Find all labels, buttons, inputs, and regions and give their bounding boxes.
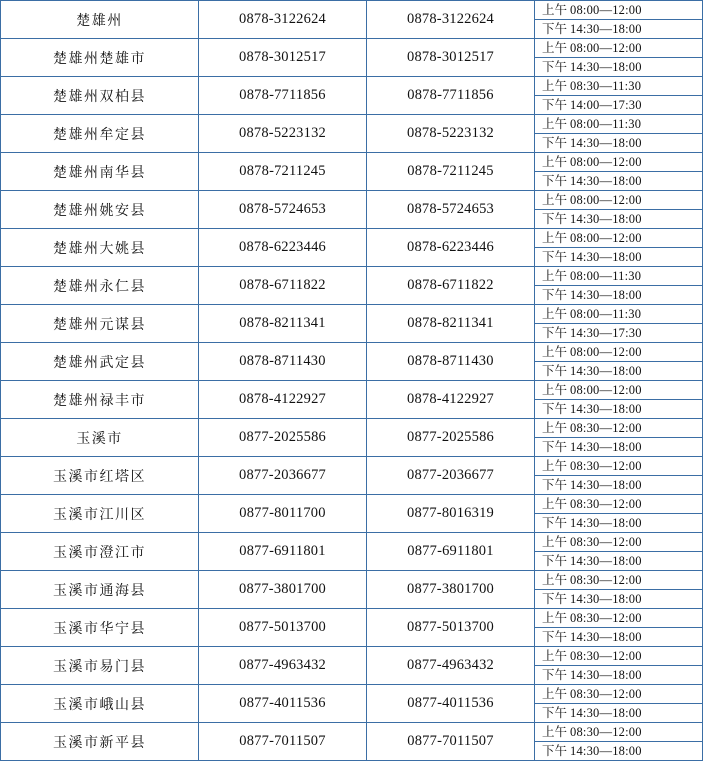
phone-primary-cell: 0877-8011700 (199, 495, 367, 533)
morning-label: 上午 (542, 458, 568, 473)
morning-hours-line (535, 305, 702, 324)
morning-label: 上午 (542, 306, 568, 321)
afternoon-time: 14:30—18:00 (570, 553, 642, 568)
morning-label: 上午 (542, 724, 568, 739)
office-hours-stack (535, 533, 702, 570)
office-hours-stack (535, 305, 702, 342)
afternoon-label: 下午 (542, 553, 568, 568)
afternoon-time: 14:30—18:00 (570, 363, 642, 378)
phone-secondary-cell: 0878-3122624 (367, 1, 535, 39)
region-cell: 玉溪市 (1, 419, 199, 457)
morning-label: 上午 (542, 154, 568, 169)
morning-hours-line (535, 723, 702, 742)
afternoon-time: 14:30—18:00 (570, 515, 642, 530)
afternoon-hours-line (535, 552, 702, 570)
morning-label: 上午 (542, 686, 568, 701)
phone-primary-cell: 0878-6711822 (199, 267, 367, 305)
afternoon-hours-line (535, 438, 702, 456)
phone-primary-cell: 0878-8711430 (199, 343, 367, 381)
phone-secondary-cell: 0877-5013700 (367, 609, 535, 647)
phone-primary-cell: 0878-4122927 (199, 381, 367, 419)
phone-secondary-cell: 0878-7211245 (367, 153, 535, 191)
phone-primary-cell: 0878-7711856 (199, 77, 367, 115)
morning-time: 08:30—12:00 (570, 420, 642, 435)
morning-label: 上午 (542, 344, 568, 359)
office-hours-cell (535, 495, 703, 533)
region-cell: 楚雄州 (1, 1, 199, 39)
office-hours-stack (535, 267, 702, 304)
morning-label: 上午 (542, 2, 568, 17)
afternoon-hours-line (535, 514, 702, 532)
office-hours-stack (535, 571, 702, 608)
morning-label: 上午 (542, 78, 568, 93)
afternoon-label: 下午 (542, 477, 568, 492)
afternoon-label: 下午 (542, 667, 568, 682)
morning-hours-line (535, 115, 702, 134)
table-row (1, 343, 703, 381)
afternoon-time: 14:30—18:00 (570, 211, 642, 226)
afternoon-label: 下午 (542, 211, 568, 226)
morning-hours-line (535, 229, 702, 248)
region-cell: 楚雄州禄丰市 (1, 381, 199, 419)
morning-time: 08:30—12:00 (570, 610, 642, 625)
phone-primary-cell: 0877-4963432 (199, 647, 367, 685)
morning-hours-line (535, 457, 702, 476)
phone-secondary-cell: 0878-7711856 (367, 77, 535, 115)
morning-hours-line (535, 495, 702, 514)
region-cell: 玉溪市易门县 (1, 647, 199, 685)
office-hours-stack (535, 191, 702, 228)
phone-primary-cell: 0877-6911801 (199, 533, 367, 571)
morning-label: 上午 (542, 572, 568, 587)
morning-label: 上午 (542, 40, 568, 55)
afternoon-hours-line (535, 628, 702, 646)
office-hours-stack (535, 1, 702, 38)
office-hours-cell (535, 115, 703, 153)
phone-primary-cell: 0877-3801700 (199, 571, 367, 609)
morning-hours-line (535, 571, 702, 590)
region-cell: 楚雄州楚雄市 (1, 39, 199, 77)
morning-time: 08:00—12:00 (570, 344, 642, 359)
table-row (1, 723, 703, 761)
afternoon-hours-line (535, 590, 702, 608)
office-hours-cell (535, 229, 703, 267)
afternoon-time: 14:30—18:00 (570, 59, 642, 74)
office-hours-cell (535, 77, 703, 115)
morning-hours-line (535, 343, 702, 362)
table-row (1, 419, 703, 457)
afternoon-time: 14:30—18:00 (570, 591, 642, 606)
phone-primary-cell: 0877-5013700 (199, 609, 367, 647)
morning-time: 08:00—12:00 (570, 154, 642, 169)
table-row (1, 571, 703, 609)
phone-primary-cell: 0878-5724653 (199, 191, 367, 229)
table-row (1, 77, 703, 115)
afternoon-label: 下午 (542, 59, 568, 74)
morning-hours-line (535, 191, 702, 210)
office-hours-cell (535, 381, 703, 419)
office-hours-cell (535, 647, 703, 685)
morning-hours-line (535, 77, 702, 96)
phone-primary-cell: 0878-5223132 (199, 115, 367, 153)
region-cell: 楚雄州永仁县 (1, 267, 199, 305)
office-hours-stack (535, 77, 702, 114)
table-row (1, 1, 703, 39)
region-cell: 楚雄州双柏县 (1, 77, 199, 115)
table-row (1, 685, 703, 723)
morning-hours-line (535, 39, 702, 58)
afternoon-hours-line (535, 172, 702, 190)
morning-time: 08:00—11:30 (570, 116, 642, 131)
afternoon-time: 14:30—17:30 (570, 325, 642, 340)
region-cell: 玉溪市通海县 (1, 571, 199, 609)
afternoon-hours-line (535, 286, 702, 304)
afternoon-hours-line (535, 324, 702, 342)
morning-time: 08:00—11:30 (570, 268, 642, 283)
phone-secondary-cell: 0878-6223446 (367, 229, 535, 267)
region-cell: 楚雄州南华县 (1, 153, 199, 191)
phone-secondary-cell: 0878-3012517 (367, 39, 535, 77)
morning-label: 上午 (542, 382, 568, 397)
afternoon-label: 下午 (542, 21, 568, 36)
morning-time: 08:30—12:00 (570, 496, 642, 511)
phone-primary-cell: 0877-4011536 (199, 685, 367, 723)
afternoon-time: 14:30—18:00 (570, 705, 642, 720)
morning-time: 08:00—12:00 (570, 382, 642, 397)
morning-time: 08:00—11:30 (570, 306, 642, 321)
morning-time: 08:00—12:00 (570, 230, 642, 245)
morning-hours-line (535, 267, 702, 286)
afternoon-label: 下午 (542, 515, 568, 530)
phone-secondary-cell: 0877-6911801 (367, 533, 535, 571)
region-cell: 玉溪市新平县 (1, 723, 199, 761)
phone-secondary-cell: 0877-2036677 (367, 457, 535, 495)
phone-secondary-cell: 0878-8711430 (367, 343, 535, 381)
morning-hours-line (535, 1, 702, 20)
table-row (1, 191, 703, 229)
morning-hours-line (535, 685, 702, 704)
morning-label: 上午 (542, 230, 568, 245)
table-row (1, 533, 703, 571)
region-cell: 楚雄州姚安县 (1, 191, 199, 229)
morning-time: 08:30—12:00 (570, 534, 642, 549)
morning-hours-line (535, 381, 702, 400)
phone-secondary-cell: 0878-6711822 (367, 267, 535, 305)
afternoon-time: 14:30—18:00 (570, 21, 642, 36)
afternoon-time: 14:30—18:00 (570, 249, 642, 264)
table-row (1, 305, 703, 343)
region-cell: 楚雄州牟定县 (1, 115, 199, 153)
office-hours-stack (535, 685, 702, 722)
afternoon-hours-line (535, 400, 702, 418)
morning-time: 08:30—12:00 (570, 686, 642, 701)
morning-label: 上午 (542, 420, 568, 435)
afternoon-hours-line (535, 704, 702, 722)
morning-hours-line (535, 609, 702, 628)
afternoon-time: 14:30—18:00 (570, 629, 642, 644)
phone-primary-cell: 0878-3122624 (199, 1, 367, 39)
afternoon-label: 下午 (542, 135, 568, 150)
office-hours-cell (535, 609, 703, 647)
morning-label: 上午 (542, 192, 568, 207)
morning-time: 08:30—12:00 (570, 572, 642, 587)
afternoon-time: 14:30—18:00 (570, 667, 642, 682)
phone-primary-cell: 0878-7211245 (199, 153, 367, 191)
table-row (1, 495, 703, 533)
afternoon-label: 下午 (542, 363, 568, 378)
afternoon-time: 14:30—18:00 (570, 743, 642, 758)
region-cell: 玉溪市江川区 (1, 495, 199, 533)
phone-secondary-cell: 0877-7011507 (367, 723, 535, 761)
office-hours-cell (535, 267, 703, 305)
afternoon-hours-line (535, 96, 702, 114)
table-row (1, 153, 703, 191)
morning-time: 08:00—12:00 (570, 2, 642, 17)
morning-time: 08:00—12:00 (570, 40, 642, 55)
phone-secondary-cell: 0878-4122927 (367, 381, 535, 419)
office-hours-stack (535, 153, 702, 190)
afternoon-label: 下午 (542, 401, 568, 416)
table-row (1, 609, 703, 647)
region-cell: 楚雄州元谋县 (1, 305, 199, 343)
office-hours-cell (535, 39, 703, 77)
phone-primary-cell: 0878-3012517 (199, 39, 367, 77)
morning-label: 上午 (542, 116, 568, 131)
phone-secondary-cell: 0878-5724653 (367, 191, 535, 229)
phone-secondary-cell: 0878-5223132 (367, 115, 535, 153)
morning-time: 08:30—12:00 (570, 724, 642, 739)
region-cell: 玉溪市红塔区 (1, 457, 199, 495)
office-hours-cell (535, 533, 703, 571)
office-hours-stack (535, 495, 702, 532)
phone-secondary-cell: 0877-4011536 (367, 685, 535, 723)
region-cell: 楚雄州大姚县 (1, 229, 199, 267)
afternoon-label: 下午 (542, 97, 568, 112)
morning-time: 08:30—12:00 (570, 458, 642, 473)
morning-label: 上午 (542, 268, 568, 283)
afternoon-time: 14:30—18:00 (570, 287, 642, 302)
afternoon-label: 下午 (542, 439, 568, 454)
region-cell: 玉溪市华宁县 (1, 609, 199, 647)
afternoon-time: 14:00—17:30 (570, 97, 642, 112)
region-cell: 楚雄州武定县 (1, 343, 199, 381)
afternoon-hours-line (535, 666, 702, 684)
afternoon-label: 下午 (542, 173, 568, 188)
table-row (1, 381, 703, 419)
office-hours-stack (535, 609, 702, 646)
office-hours-stack (535, 457, 702, 494)
phone-secondary-cell: 0877-2025586 (367, 419, 535, 457)
afternoon-hours-line (535, 20, 702, 38)
office-hours-cell (535, 305, 703, 343)
morning-time: 08:00—12:00 (570, 192, 642, 207)
afternoon-time: 14:30—18:00 (570, 477, 642, 492)
office-hours-stack (535, 647, 702, 684)
afternoon-time: 14:30—18:00 (570, 135, 642, 150)
afternoon-time: 14:30—18:00 (570, 173, 642, 188)
phone-primary-cell: 0877-2036677 (199, 457, 367, 495)
afternoon-label: 下午 (542, 743, 568, 758)
office-hours-cell (535, 457, 703, 495)
morning-hours-line (535, 533, 702, 552)
office-hours-cell (535, 685, 703, 723)
afternoon-label: 下午 (542, 287, 568, 302)
morning-hours-line (535, 647, 702, 666)
region-cell: 玉溪市峨山县 (1, 685, 199, 723)
office-hours-cell (535, 571, 703, 609)
table-body (1, 1, 703, 761)
phone-secondary-cell: 0877-3801700 (367, 571, 535, 609)
office-hours-stack (535, 229, 702, 266)
table-row (1, 229, 703, 267)
morning-label: 上午 (542, 648, 568, 663)
morning-hours-line (535, 153, 702, 172)
phone-secondary-cell: 0877-8016319 (367, 495, 535, 533)
office-hours-cell (535, 419, 703, 457)
afternoon-time: 14:30—18:00 (570, 439, 642, 454)
morning-time: 08:30—11:30 (570, 78, 642, 93)
morning-label: 上午 (542, 610, 568, 625)
office-hours-stack (535, 419, 702, 456)
afternoon-label: 下午 (542, 591, 568, 606)
region-cell: 玉溪市澄江市 (1, 533, 199, 571)
table-row (1, 39, 703, 77)
afternoon-label: 下午 (542, 705, 568, 720)
phone-primary-cell: 0878-8211341 (199, 305, 367, 343)
afternoon-label: 下午 (542, 325, 568, 340)
office-hours-stack (535, 381, 702, 418)
phone-primary-cell: 0877-7011507 (199, 723, 367, 761)
afternoon-label: 下午 (542, 629, 568, 644)
office-hours-stack (535, 39, 702, 76)
afternoon-hours-line (535, 362, 702, 380)
table-row (1, 457, 703, 495)
office-hours-cell (535, 343, 703, 381)
office-hours-cell (535, 723, 703, 761)
afternoon-hours-line (535, 248, 702, 266)
morning-label: 上午 (542, 534, 568, 549)
table-row (1, 267, 703, 305)
office-hours-cell (535, 1, 703, 39)
phone-secondary-cell: 0877-4963432 (367, 647, 535, 685)
phone-secondary-cell: 0878-8211341 (367, 305, 535, 343)
afternoon-hours-line (535, 58, 702, 76)
afternoon-time: 14:30—18:00 (570, 401, 642, 416)
morning-label: 上午 (542, 496, 568, 511)
morning-hours-line (535, 419, 702, 438)
table-row (1, 115, 703, 153)
office-hours-stack (535, 115, 702, 152)
office-hours-cell (535, 191, 703, 229)
afternoon-hours-line (535, 210, 702, 228)
afternoon-label: 下午 (542, 249, 568, 264)
office-hours-cell (535, 153, 703, 191)
office-hours-stack (535, 343, 702, 380)
afternoon-hours-line (535, 742, 702, 760)
office-hours-stack (535, 723, 702, 760)
afternoon-hours-line (535, 134, 702, 152)
table-row (1, 647, 703, 685)
morning-time: 08:30—12:00 (570, 648, 642, 663)
phone-primary-cell: 0877-2025586 (199, 419, 367, 457)
phone-primary-cell: 0878-6223446 (199, 229, 367, 267)
afternoon-hours-line (535, 476, 702, 494)
